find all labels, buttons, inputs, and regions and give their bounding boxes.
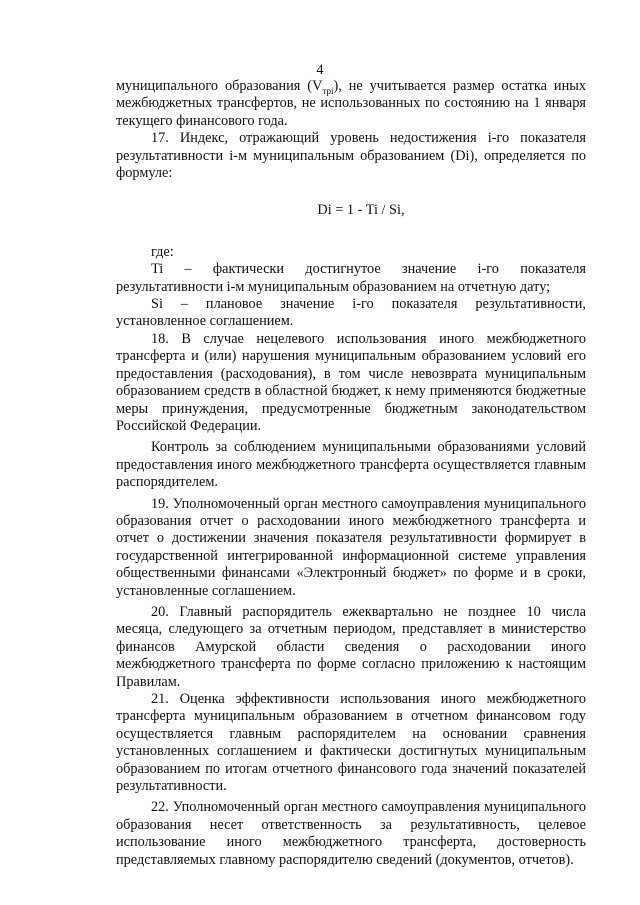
document-body (116, 78, 586, 869)
where-label: где: (151, 243, 174, 260)
paragraph-control: Контроль за соблюдением муниципальными образованиями условий предоставления иного межбюджетного трансферта осуществляется главным распорядителем. (116, 439, 586, 491)
paragraph-22: 22. Уполномоченный орган местного самоуправления муниципального образования несет ответственность за результативность, целевое использование иного межбюджетного трансферта, достоверность представляемых главному распорядителю сведений (документов, отчетов). (116, 799, 586, 868)
definition-ti: Ti – фактически достигнутое значение i-го показателя результативности i-м муниципальным образованием на отчетную дату; (116, 261, 586, 295)
paragraph-19: 19. Уполномоченный орган местного самоуправления муниципального образования отчет о расходовании иного межбюджетного трансферта и отчет о достижении значения показателя результативности формирует в государственной интегрированной информационной системе управления общественными финансами «Электронный бюджет» по форме и в сроки, установленные соглашением. (116, 495, 586, 599)
paragraph-17: 17. Индекс, отражающий уровень недостижения i-го показателя результативности i-м муниципальным образованием (Di), определяется по формуле: (116, 130, 586, 182)
paragraph-continuation: муниципального образования $(V_{трi})$, не учитывается размер остатка иных межбюджетных трансфертов, не использованных по состоянию на 1 января текущего финансового года. (116, 78, 586, 129)
page-number: 4 (316, 62, 324, 78)
subscript: трi (322, 85, 334, 96)
paragraph-21: 21. Оценка эффективности использования иного межбюджетного трансферта муниципальным образованием в отчетном финансовом году осуществляется главным распорядителем на основании сравнения установленных соглашением и фактически достигнутых муниципальным образованием по итогам отчетного финансового года значений показателей результативности. (116, 691, 586, 795)
formula: Di = 1 - Ti / Si, (317, 202, 405, 219)
definition-si: Si – плановое значение i-го показателя результативности, установленное соглашением. (116, 296, 586, 330)
paragraph-18: 18. В случае нецелевого использования иного межбюджетного трансферта и (или) нарушения муниципальным образованием условий его предоставления (расходования), в том числе невозврата муниципальным образованием средств в областной бюджет, к нему применяются бюджетные меры принуждения, предусмотренные бюджетным законодательством Российской Федерации. (116, 330, 586, 434)
paragraph-20: 20. Главный распорядитель ежеквартально не позднее 10 числа месяца, следующего за отчетным периодом, представляет в министерство финансов Амурской области сведения о расходовании иного межбюджетного трансферта по форме согласно приложению к настоящим Правилам. (116, 603, 586, 690)
